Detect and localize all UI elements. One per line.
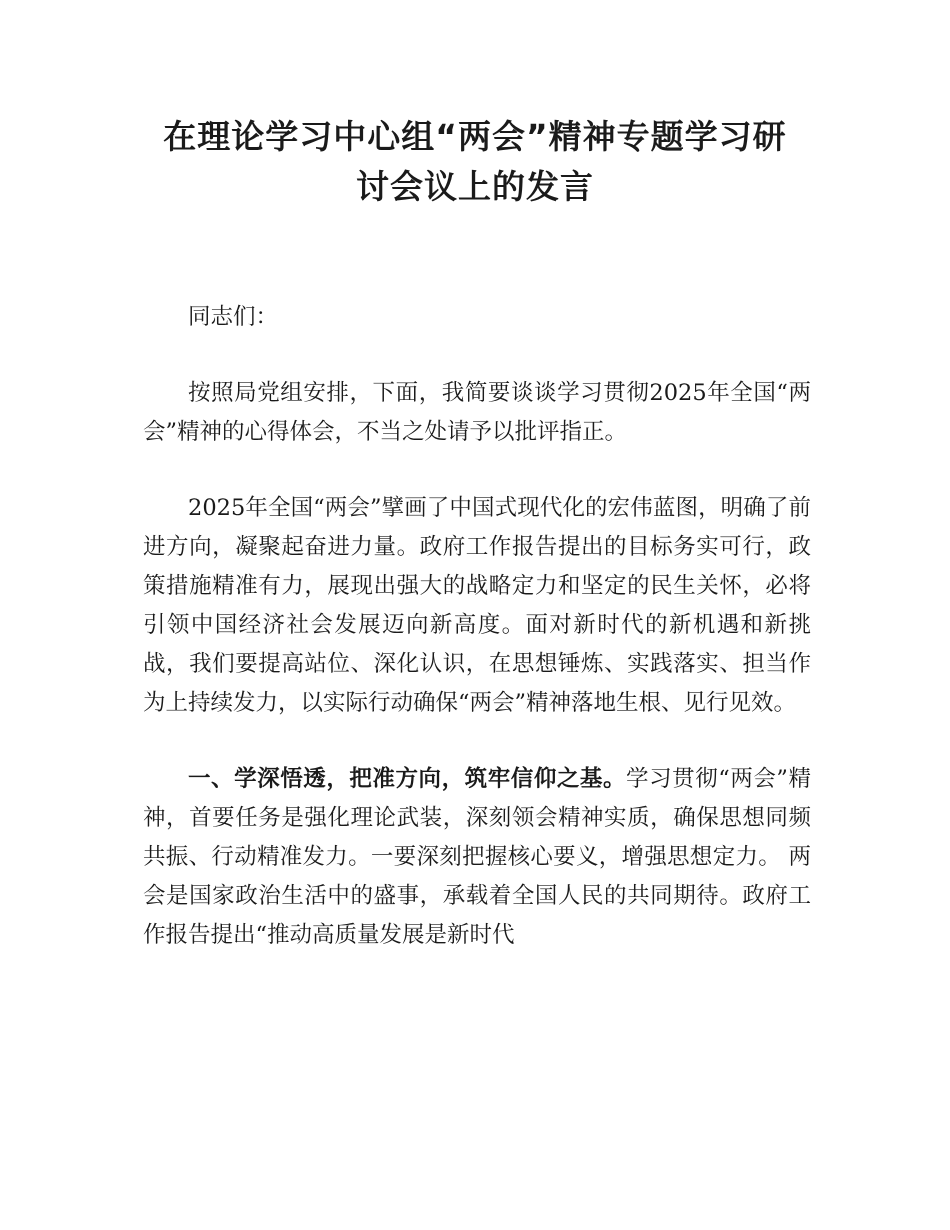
document-body [143, 298, 811, 992]
paragraph-intro: 按照局党组安排，下面，我简要谈谈学习贯彻2025年全国“两会”精神的心得体会，不当之处请予以批评指正。 [143, 380, 811, 445]
section-1-heading: 一、学深悟透，把准方向，筑牢信仰之基。 [188, 766, 627, 792]
paragraph-section-1 [143, 760, 811, 955]
paragraph-overview: 2025年全国“两会”擘画了中国式现代化的宏伟蓝图，明确了前进方向，凝聚起奋进力量。政府工作报告提出的目标务实可行，政策措施精准有力，展现出强大的战略定力和坚定的民生关怀，必将引领中国经济社会发展迈向新高度。面对新时代的新机遇和新挑战，我们要提高站位、深化认识，在思想锤炼、实践落实、担当作为上持续发力，以实际行动确保“两会”精神落地生根、见行见效。 [143, 495, 811, 716]
title-line-2: 讨会议上的发言 [356, 167, 594, 206]
document-title [100, 112, 850, 212]
title-line-1: 在理论学习中心组“两会”精神专题学习研 [163, 117, 787, 156]
section-1-text: 学习贯彻“两会”精神，首要任务是强化理论武装，深刻领会精神实质，确保思想同频共振、行动精准发力。一要深刻把握核心要义，增强思想定力。 两会是国家政治生活中的盛事，承载着全国人民的共同期待。政府工作报告提出“推动高质量发展是新时代 [143, 766, 811, 948]
salutation: 同志们： [188, 304, 279, 330]
